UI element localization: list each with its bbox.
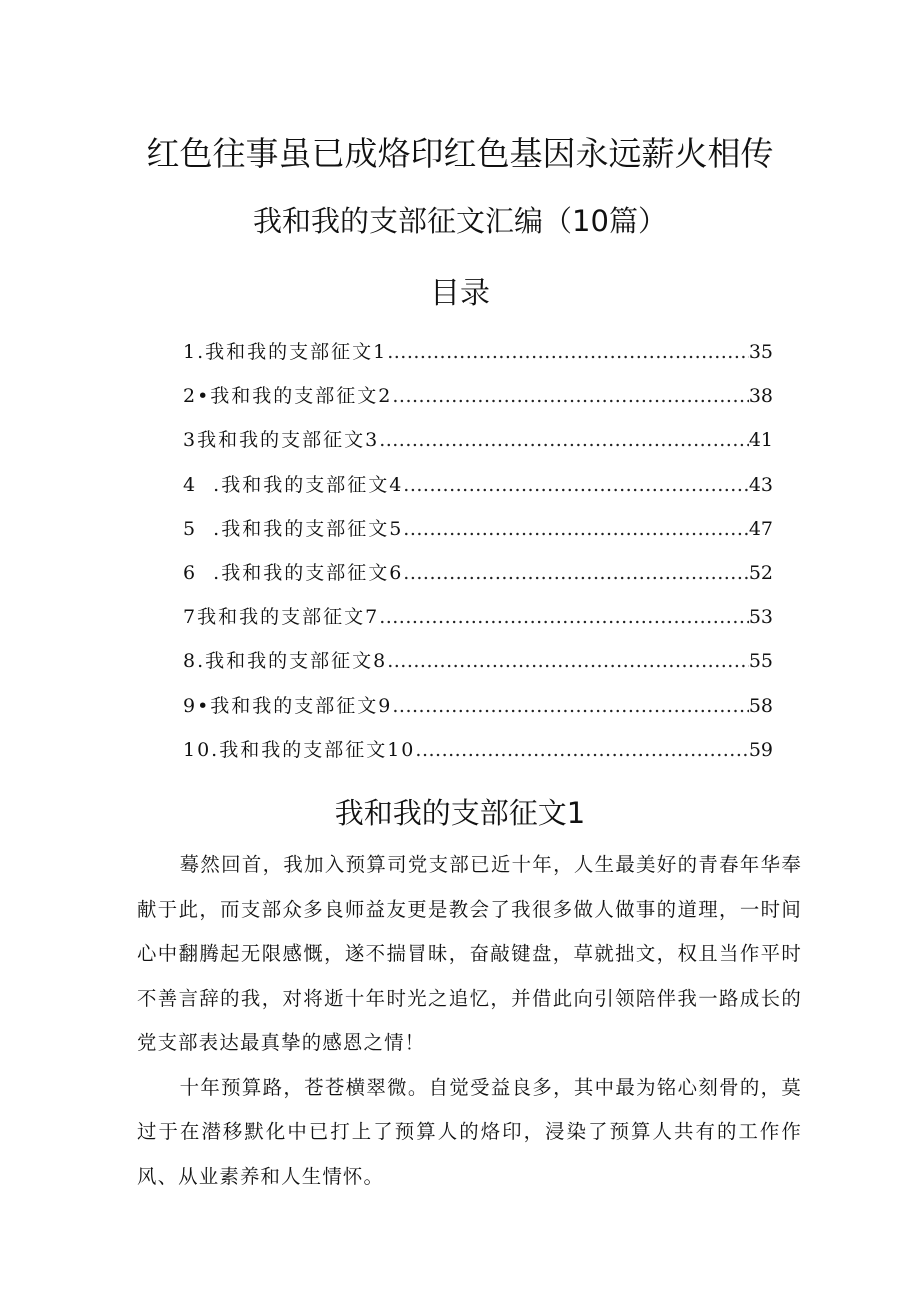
- toc-heading: 目录: [430, 276, 490, 311]
- toc-entry-title: 4 .我和我的支部征文4: [183, 473, 404, 496]
- toc-entry[interactable]: [183, 731, 773, 775]
- toc-dot-leader: [387, 642, 749, 680]
- body-text: [137, 843, 802, 1199]
- toc-entry[interactable]: [183, 642, 773, 686]
- toc-entry-page: 38: [748, 385, 773, 408]
- toc-entry[interactable]: [183, 377, 773, 421]
- toc-entry-page: 47: [748, 517, 773, 540]
- toc-dot-leader: [415, 731, 748, 769]
- toc-entry-page: 53: [748, 606, 773, 629]
- toc-entry-page: 35: [748, 341, 773, 363]
- document-subtitle: 我和我的支部征文汇编（10篇）: [253, 204, 667, 238]
- toc-dot-leader: [403, 466, 749, 504]
- toc-dot-leader: [392, 377, 748, 415]
- toc-dot-leader: [403, 510, 749, 548]
- toc-entry-title: 9•我和我的支部征文9: [183, 694, 393, 717]
- toc-entry-title: 2•我和我的支部征文2: [183, 385, 393, 408]
- toc-entry[interactable]: [183, 598, 773, 642]
- toc-entry-title: 5 .我和我的支部征文5: [183, 517, 404, 540]
- toc-entry-title: 1.我和我的支部征文1: [183, 341, 388, 363]
- toc-entry-title: 3我和我的支部征文3: [183, 429, 380, 452]
- toc-entry[interactable]: [183, 687, 773, 731]
- toc-dot-leader: [379, 421, 749, 459]
- toc-entry-page: 41: [748, 429, 773, 452]
- toc-entry-title: 7我和我的支部征文7: [183, 606, 380, 629]
- toc-entry-page: 59: [748, 738, 773, 761]
- toc-entry-title: 6 .我和我的支部征文6: [183, 561, 404, 584]
- document-title: 红色往事虽已成烙印红色基因永远薪火相传: [146, 134, 774, 173]
- paragraph: 蓦然回首，我加入预算司党支部已近十年，人生最美好的青春年华奉献于此，而支部众多良师益友更是教会了我很多做人做事的道理，一时间心中翻腾起无限感慨，遂不揣冒昧，奋敲键盘，草就拙文，权且当作平时不善言辞的我，对将逝十年时光之追忆，并借此向引领陪伴我一路成长的党支部表达最真挚的感恩之情！: [137, 853, 802, 1054]
- toc-dot-leader: [403, 554, 749, 592]
- toc-dot-leader: [387, 333, 749, 371]
- toc-entry[interactable]: [183, 333, 773, 377]
- toc-dot-leader: [379, 598, 749, 636]
- table-of-contents: [183, 333, 773, 775]
- toc-entry-page: 52: [748, 561, 773, 584]
- toc-entry-title: 10.我和我的支部征文10: [183, 738, 416, 761]
- toc-entry[interactable]: [183, 510, 773, 554]
- toc-entry-page: 58: [748, 694, 773, 717]
- toc-entry-title: 8.我和我的支部征文8: [183, 650, 388, 673]
- toc-entry-page: 55: [748, 650, 773, 673]
- toc-entry[interactable]: [183, 466, 773, 510]
- section-title: 我和我的支部征文1: [334, 796, 586, 830]
- toc-dot-leader: [392, 687, 748, 725]
- paragraph: 十年预算路，苍苍横翠微。自觉受益良多，其中最为铭心刻骨的，莫过于在潜移默化中已打上了预算人的烙印，浸染了预算人共有的工作作风、从业素养和人生情怀。: [137, 1075, 802, 1188]
- toc-entry[interactable]: [183, 421, 773, 465]
- toc-entry-page: 43: [748, 473, 773, 496]
- toc-entry[interactable]: [183, 554, 773, 598]
